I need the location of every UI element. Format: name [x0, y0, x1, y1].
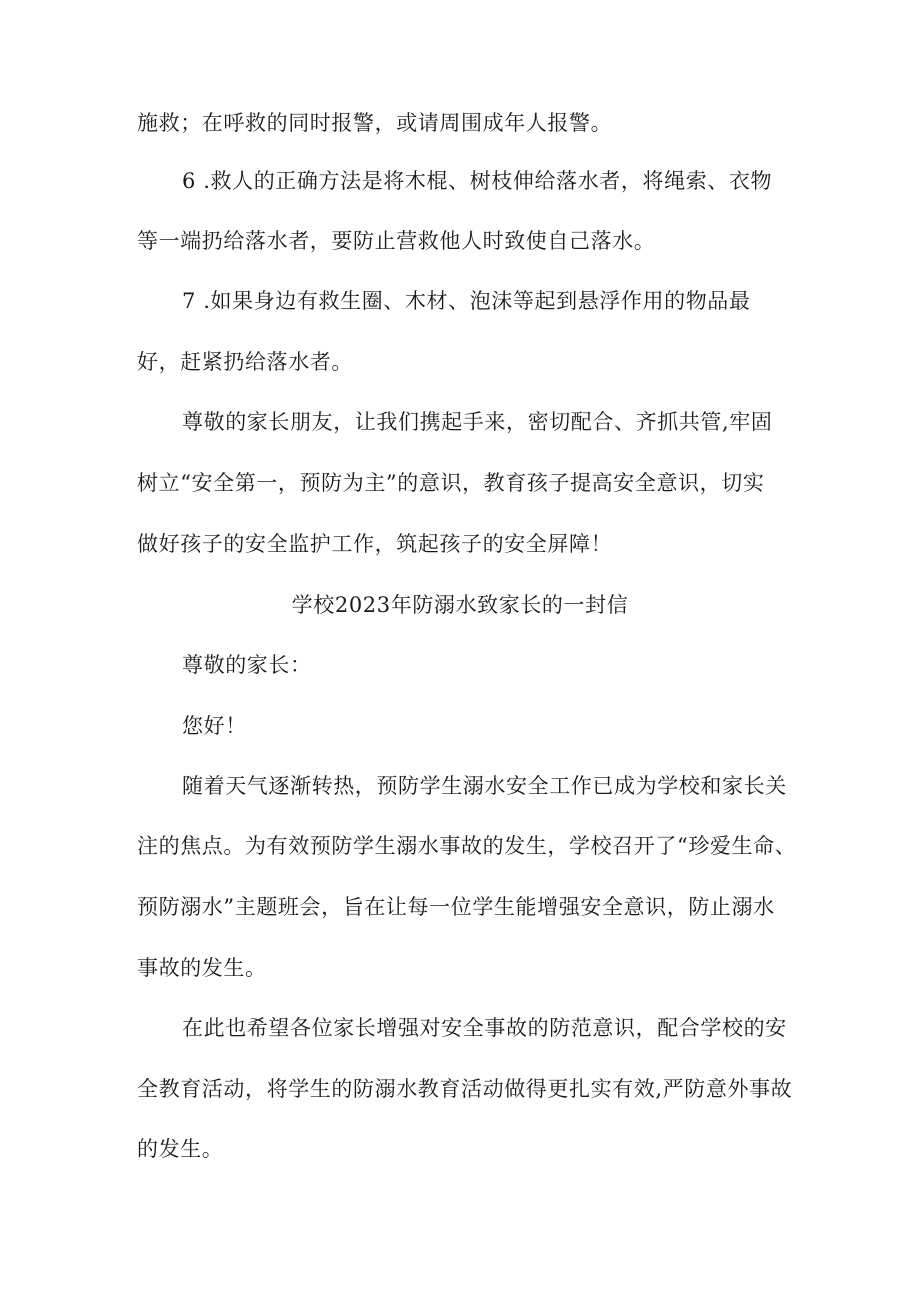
text-line: 树立“安全第一，预防为主”的意识，教育孩子提高安全意识，切实	[137, 471, 765, 495]
text-line: 6 .救人的正确方法是将木棍、树枝伸给落水者，将绳索、衣物	[182, 169, 773, 193]
letter-title: 学校2023年防溺水致家长的一封信	[291, 593, 629, 617]
text-line: 施救；在呼救的同时报警，或请周围成年人报警。	[137, 111, 613, 135]
text-line: 随着天气逐渐转热，预防学生溺水安全工作已成为学校和家长关	[182, 774, 787, 798]
text-line: 注的焦点。为有效预防学生溺水事故的发生，学校召开了“珍爱生命、	[137, 834, 797, 858]
text-line: 事故的发生。	[137, 956, 267, 980]
salutation: 尊敬的家长：	[182, 653, 312, 677]
text-line: 等一端扔给落水者，要防止营救他人时致使自己落水。	[137, 229, 656, 253]
text-line: 的发生。	[137, 1137, 224, 1161]
text-line: 全教育活动，将学生的防溺水教育活动做得更扎实有效,严防意外事故	[137, 1077, 793, 1101]
text-line: 在此也希望各位家长增强对安全事故的防范意识，配合学校的安	[182, 1016, 787, 1040]
text-line: 7 .如果身边有救生圈、木材、泡沫等起到悬浮作用的物品最	[182, 289, 751, 313]
text-line: 预防溺水”主题班会，旨在让每一位学生能增强安全意识，防止溺水	[137, 895, 775, 919]
greeting: 您好！	[182, 714, 247, 738]
text-line: 尊敬的家长朋友，让我们携起手来，密切配合、齐抓共管,牢固	[182, 410, 773, 434]
text-line: 好，赶紧扔给落水者。	[137, 350, 353, 374]
text-line: 做好孩子的安全监护工作，筑起孩子的安全屏障！	[137, 532, 613, 556]
